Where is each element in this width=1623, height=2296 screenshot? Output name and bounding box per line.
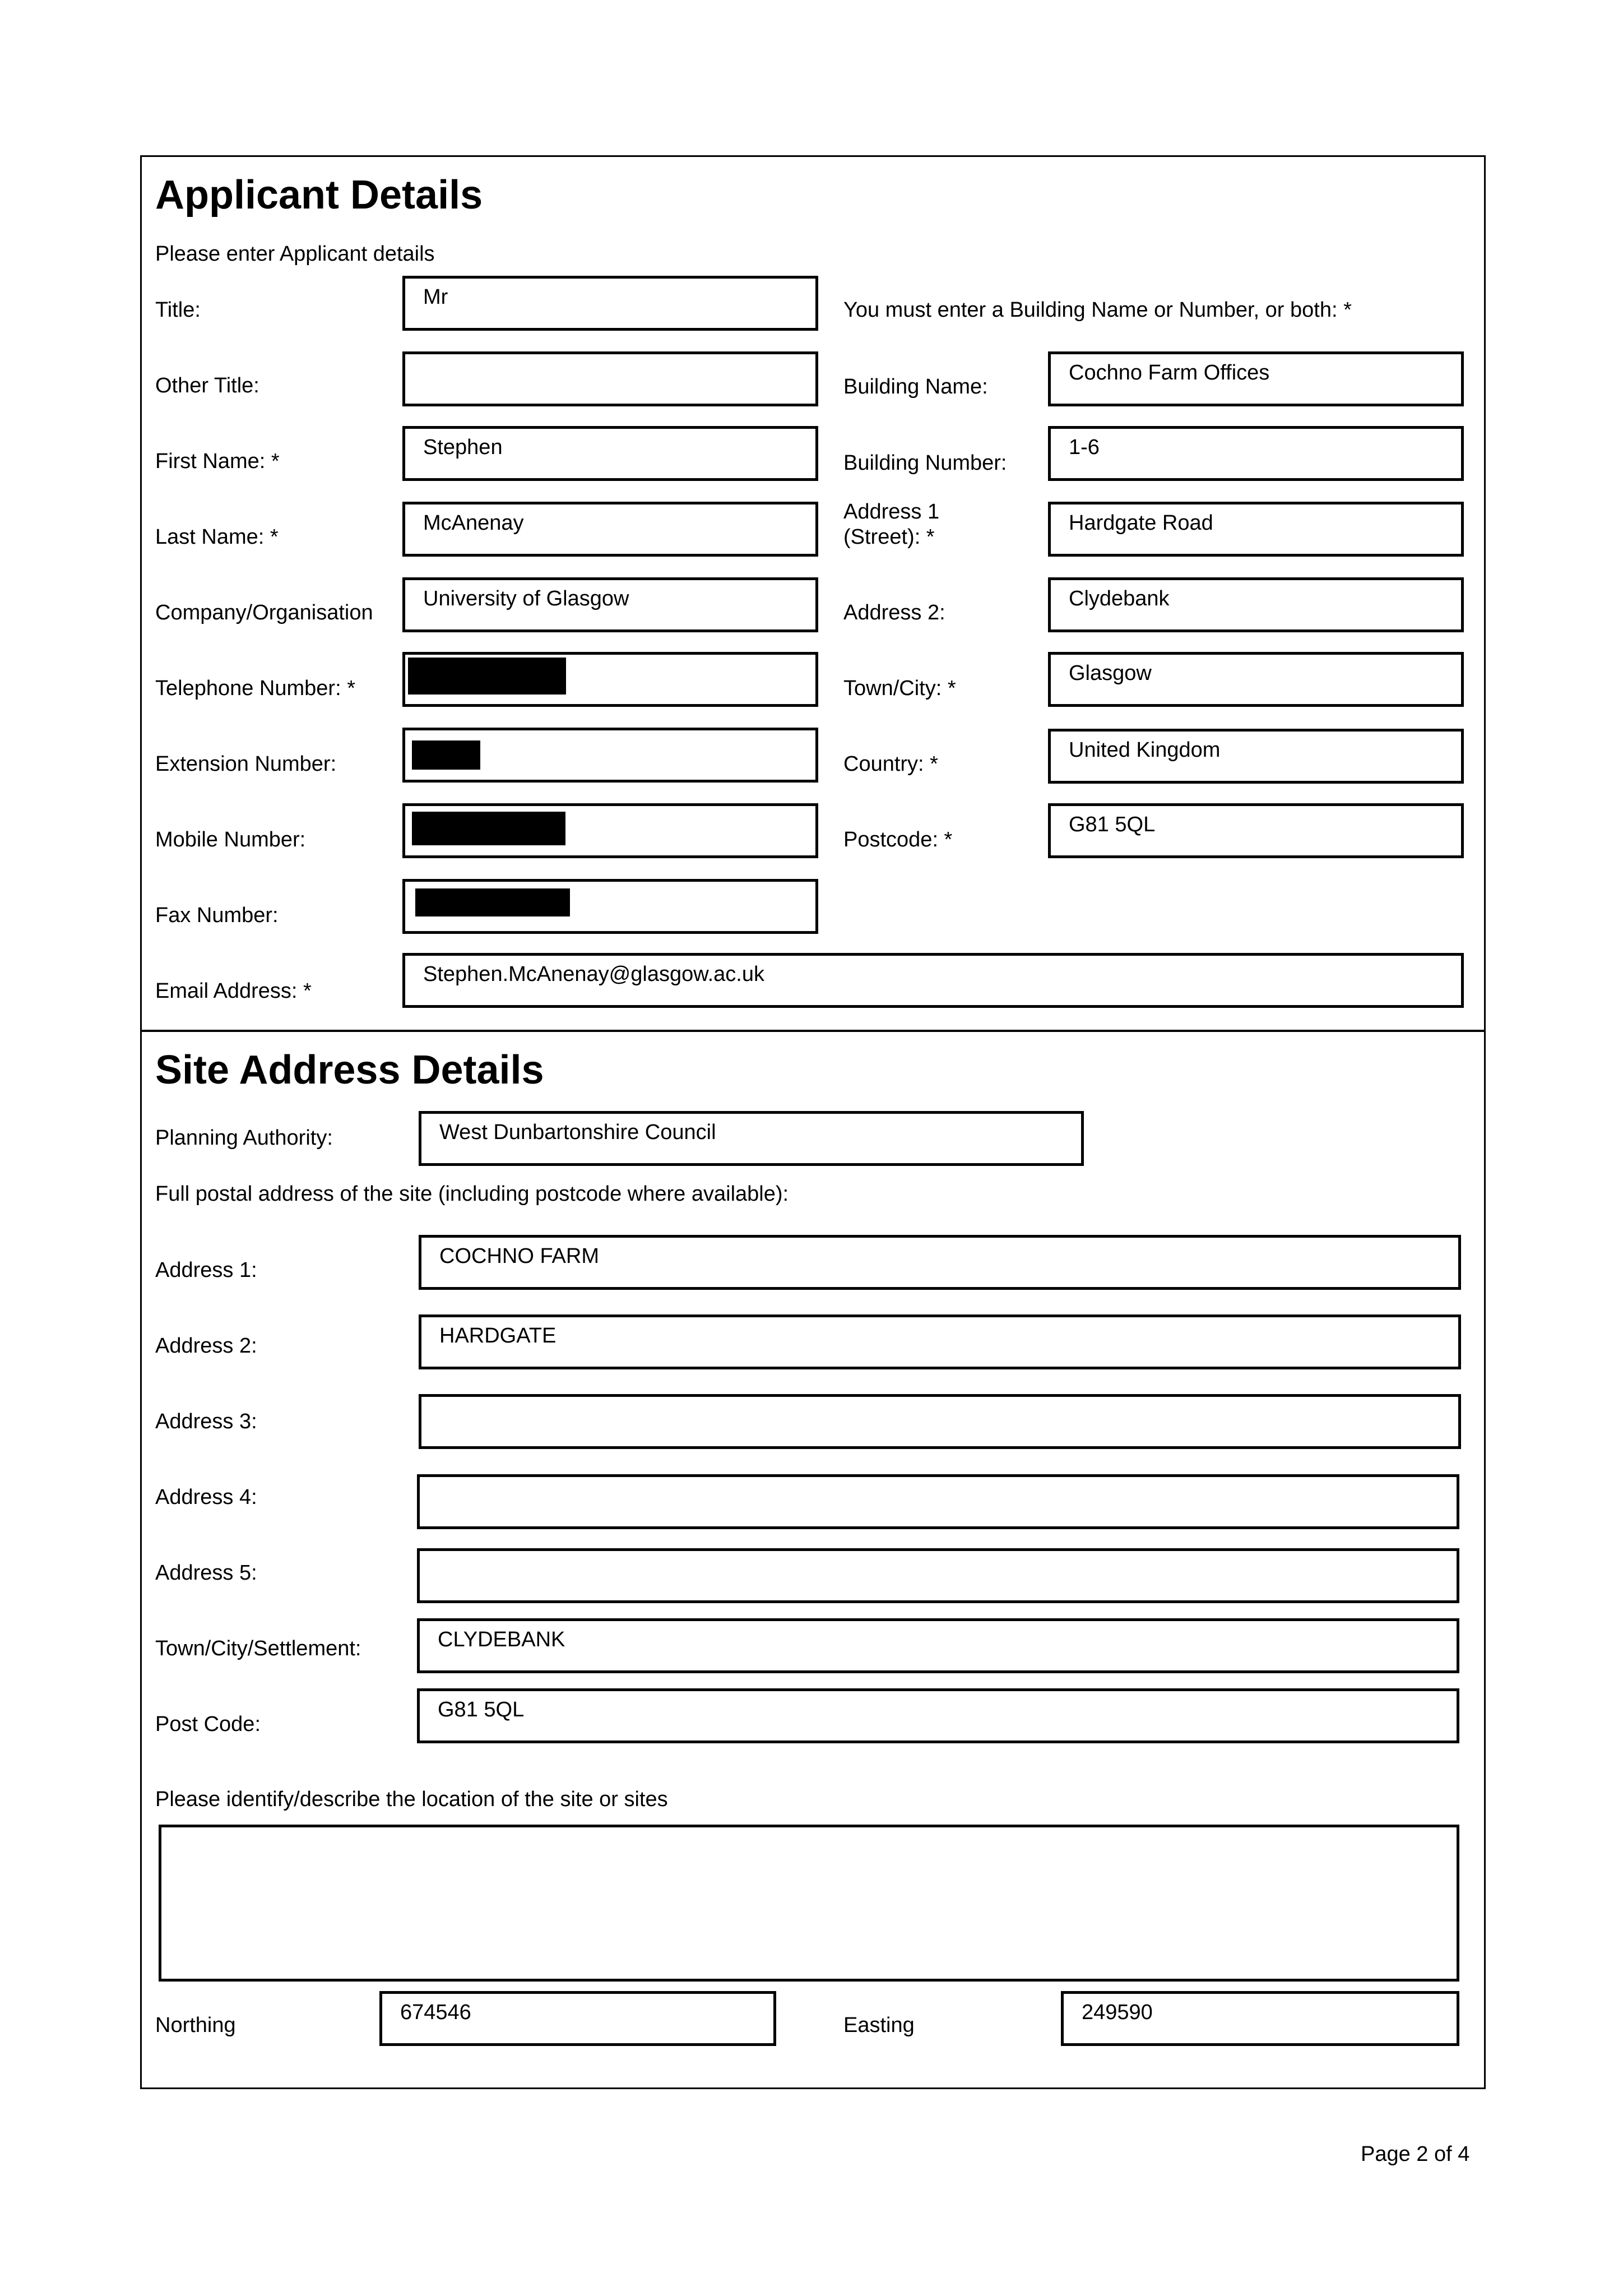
- postcode-value: G81 5QL: [1069, 813, 1156, 836]
- easting-label: Easting: [843, 2013, 915, 2037]
- other-title-field[interactable]: [402, 351, 818, 406]
- planning-authority-field[interactable]: [419, 1111, 1084, 1166]
- mobile-field[interactable]: [402, 803, 818, 858]
- site-address2-value: HARDGATE: [439, 1324, 557, 1348]
- site-address1-value: COCHNO FARM: [439, 1244, 599, 1268]
- last-name-label: Last Name: *: [155, 525, 279, 549]
- building-name-label: Building Name:: [843, 375, 988, 399]
- site-address4-label: Address 4:: [155, 1485, 257, 1509]
- title-value: Mr: [423, 285, 448, 309]
- site-address3-label: Address 3:: [155, 1410, 257, 1433]
- location-description-field[interactable]: [159, 1825, 1459, 1982]
- fax-field[interactable]: [402, 879, 818, 934]
- building-number-field[interactable]: [1048, 426, 1464, 481]
- email-label: Email Address: *: [155, 979, 312, 1003]
- postal-intro: Full postal address of the site (including postcode where available):: [155, 1182, 789, 1206]
- town-field[interactable]: [1048, 652, 1464, 707]
- building-name-field[interactable]: [1048, 351, 1464, 406]
- fax-redaction: [415, 888, 570, 916]
- last-name-value: McAnenay: [423, 511, 524, 535]
- northing-label: Northing: [155, 2013, 236, 2037]
- country-label: Country: *: [843, 752, 938, 776]
- fax-label: Fax Number:: [155, 904, 279, 927]
- page-number: Page 2 of 4: [1361, 2142, 1470, 2166]
- site-address3-field[interactable]: [419, 1394, 1461, 1449]
- first-name-label: First Name: *: [155, 450, 280, 473]
- site-town-value: CLYDEBANK: [438, 1628, 565, 1651]
- address1-label-line2: (Street): *: [843, 525, 935, 549]
- other-title-label: Other Title:: [155, 374, 259, 397]
- address1-field[interactable]: [1048, 502, 1464, 557]
- telephone-label: Telephone Number: *: [155, 677, 355, 700]
- last-name-field[interactable]: [402, 502, 818, 557]
- site-heading: Site Address Details: [155, 1048, 544, 1093]
- title-label: Title:: [155, 298, 201, 322]
- telephone-redaction: [408, 658, 566, 695]
- applicant-heading: Applicant Details: [155, 173, 483, 217]
- site-address2-field[interactable]: [419, 1314, 1461, 1369]
- town-value: Glasgow: [1069, 661, 1152, 685]
- section-divider: [140, 1030, 1486, 1032]
- title-field[interactable]: [402, 276, 818, 331]
- building-number-label: Building Number:: [843, 451, 1007, 475]
- first-name-field[interactable]: [402, 426, 818, 481]
- telephone-field[interactable]: [402, 652, 818, 707]
- company-field[interactable]: [402, 577, 818, 632]
- northing-field[interactable]: [379, 1991, 776, 2046]
- northing-value: 674546: [400, 2001, 471, 2024]
- site-address4-field[interactable]: [417, 1474, 1459, 1529]
- building-name-value: Cochno Farm Offices: [1069, 361, 1270, 385]
- town-label: Town/City: *: [843, 677, 956, 700]
- site-address1-label: Address 1:: [155, 1258, 257, 1282]
- site-postcode-label: Post Code:: [155, 1712, 261, 1736]
- first-name-value: Stephen: [423, 436, 503, 459]
- site-town-label: Town/City/Settlement:: [155, 1637, 361, 1660]
- location-prompt: Please identify/describe the location of the site or sites: [155, 1788, 668, 1811]
- address2-field[interactable]: [1048, 577, 1464, 632]
- extension-redaction: [412, 740, 480, 770]
- site-town-field[interactable]: [417, 1618, 1459, 1673]
- address1-value: Hardgate Road: [1069, 511, 1213, 535]
- country-field[interactable]: [1048, 729, 1464, 784]
- company-label: Company/Organisation: [155, 601, 373, 624]
- site-address2-label: Address 2:: [155, 1334, 257, 1358]
- company-value: University of Glasgow: [423, 587, 629, 610]
- mobile-redaction: [412, 812, 565, 845]
- email-value: Stephen.McAnenay@glasgow.ac.uk: [423, 962, 764, 986]
- building-note: You must enter a Building Name or Number, or both: *: [843, 298, 1352, 322]
- extension-field[interactable]: [402, 728, 818, 783]
- planning-authority-value: West Dunbartonshire Council: [439, 1121, 716, 1144]
- site-postcode-value: G81 5QL: [438, 1698, 525, 1721]
- building-number-value: 1-6: [1069, 436, 1100, 459]
- site-address1-field[interactable]: [419, 1235, 1461, 1290]
- address2-label: Address 2:: [843, 601, 945, 624]
- applicant-intro: Please enter Applicant details: [155, 242, 435, 266]
- easting-field[interactable]: [1061, 1991, 1459, 2046]
- email-field[interactable]: [402, 953, 1464, 1008]
- site-address5-field[interactable]: [417, 1548, 1459, 1603]
- address2-value: Clydebank: [1069, 587, 1170, 610]
- extension-label: Extension Number:: [155, 752, 337, 776]
- easting-value: 249590: [1082, 2001, 1153, 2024]
- postcode-label: Postcode: *: [843, 828, 953, 851]
- country-value: United Kingdom: [1069, 738, 1221, 762]
- site-postcode-field[interactable]: [417, 1688, 1459, 1743]
- site-address5-label: Address 5:: [155, 1561, 257, 1585]
- postcode-field[interactable]: [1048, 803, 1464, 858]
- mobile-label: Mobile Number:: [155, 828, 306, 851]
- address1-label-line1: Address 1: [843, 500, 940, 524]
- planning-authority-label: Planning Authority:: [155, 1126, 333, 1150]
